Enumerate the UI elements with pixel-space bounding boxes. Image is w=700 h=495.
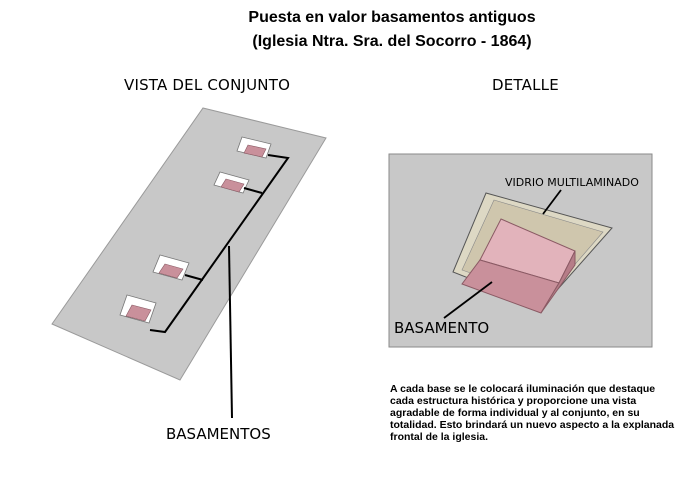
title-line-2: (Iglesia Ntra. Sra. del Socorro - 1864) — [252, 33, 532, 50]
label-basamentos: BASAMENTOS — [166, 425, 271, 443]
heading-detalle: DETALLE — [492, 76, 559, 94]
label-vidrio-multilaminado: VIDRIO MULTILAMINADO — [505, 176, 639, 189]
heading-vista-conjunto: VISTA DEL CONJUNTO — [124, 76, 291, 94]
description-text: A cada base se le colocará iluminación que destaque cada estructura histórica y proporcione una vista agradable de forma individual y al conjunto, en su totalidad. Esto brindará un nuevo aspecto a la explanada frontal de la iglesia. — [390, 383, 675, 443]
label-basamento: BASAMENTO — [394, 319, 490, 337]
plaza-slab — [52, 108, 326, 380]
title-line-1: Puesta en valor basamentos antiguos — [248, 9, 536, 26]
